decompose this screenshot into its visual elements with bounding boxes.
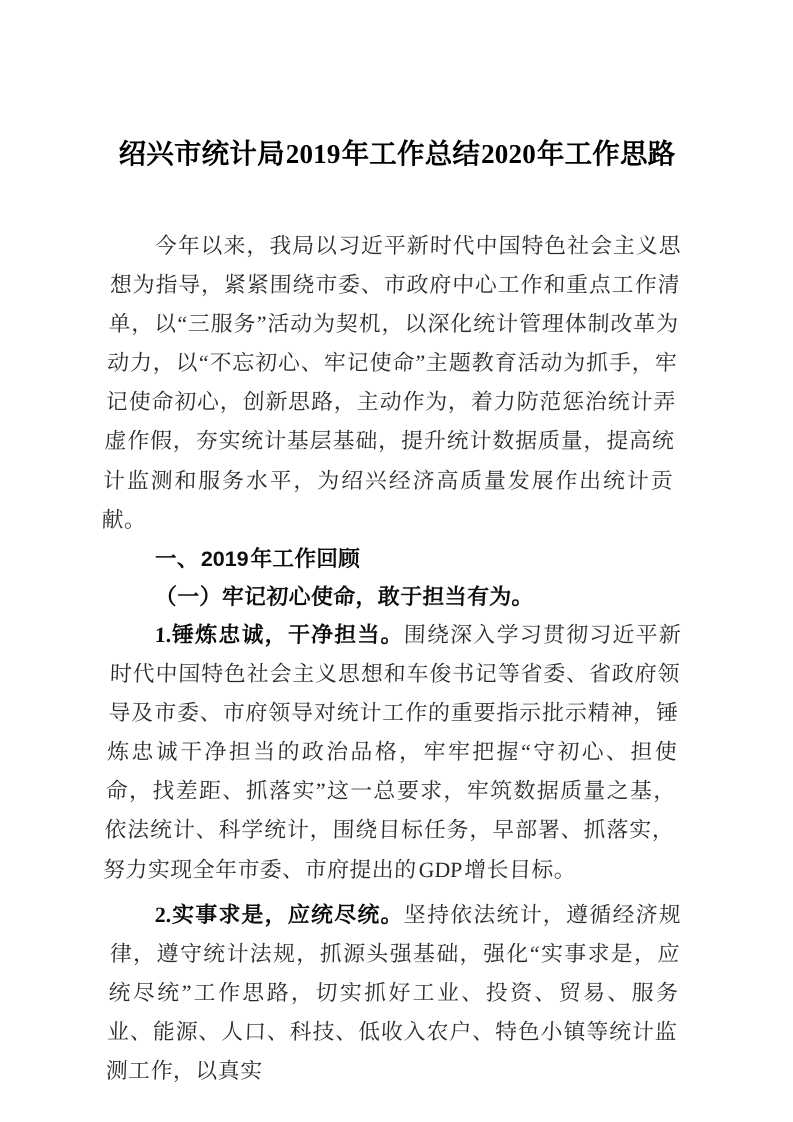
title-year-2020: 2020 (481, 139, 536, 169)
numbered-item-1-body-b: 增长目标。 (463, 857, 577, 882)
numbered-item-1-latin-gdp: GDP (418, 857, 463, 882)
numbered-item-2-title: 实事求是，应统尽统。 (170, 902, 405, 927)
title-line2: 思路 (620, 138, 676, 169)
numbered-item-2-lead (155, 903, 405, 927)
section-heading-level2: （一）牢记初心使命，敢于担当有为。 (154, 584, 535, 609)
intro-paragraph: 今年以来，我局以习近平新时代中国特色社会主义思想为指导，紧紧围绕市委、市政府中心工作和重点工作清单，以“三服务”活动为契机，以深化统计管理体制改革为动力，以“不忘初心、牢记使命”主题教育活动为抓手，牢记使命初心，创新思路，主动作为，着力防范惩治统计弄虚作假，夯实统计基层基础，提升统计数据质量，提高统计监测和服务水平，为绍兴经济高质量发展作出统计贡献。 (101, 234, 682, 532)
section-heading-prefix: 一、 (155, 546, 199, 571)
section-heading-level1 (112, 540, 682, 578)
title-prefix: 绍兴市统计局 (118, 138, 285, 169)
numbered-item-2-index: 2. (154, 902, 172, 927)
section-heading-suffix: 年工作回顾 (250, 546, 361, 571)
numbered-item-1-title: 锤炼忠诚，干净担当。 (170, 623, 405, 648)
paragraph-spacer (112, 890, 682, 896)
numbered-item-1-body-a: 围绕深入学习贯彻习近平新时代中国特色社会主义思想和车俊书记等省委、省政府领导及市委、市府领导对统计工作的重要指示批示精神，锤炼忠诚干净担当的政治品格，牢牢把握“守初心、担使命，找差距、抓落实”这一总要求，牢筑数据质量之基，依法统计、科学统计，围绕目标任务，早部署、抓落实，努力实现全年市委、市府提出的 (102, 623, 682, 882)
numbered-item-2-body-a: 坚持依法统计，遵循经济规律，遵守统计法规，抓源头强基础，强化“实事求是，应统尽统”工作思路，切实抓好工业、投资、贸易、服务业、能源、人口、科技、低收入农户、特色小镇等统计监测工作，以真实 (105, 902, 682, 1084)
page-title (112, 0, 682, 175)
section-heading-year: 2019 (200, 546, 249, 571)
numbered-item-1 (102, 616, 682, 890)
title-middle: 年工作总结 (341, 138, 481, 169)
numbered-item-2 (105, 896, 682, 1091)
numbered-item-1-index: 1. (154, 623, 172, 648)
document-content (101, 0, 682, 1091)
title-suffix: 年工作 (536, 138, 621, 169)
numbered-item-1-lead (155, 623, 405, 647)
title-year-2019: 2019 (285, 139, 341, 169)
